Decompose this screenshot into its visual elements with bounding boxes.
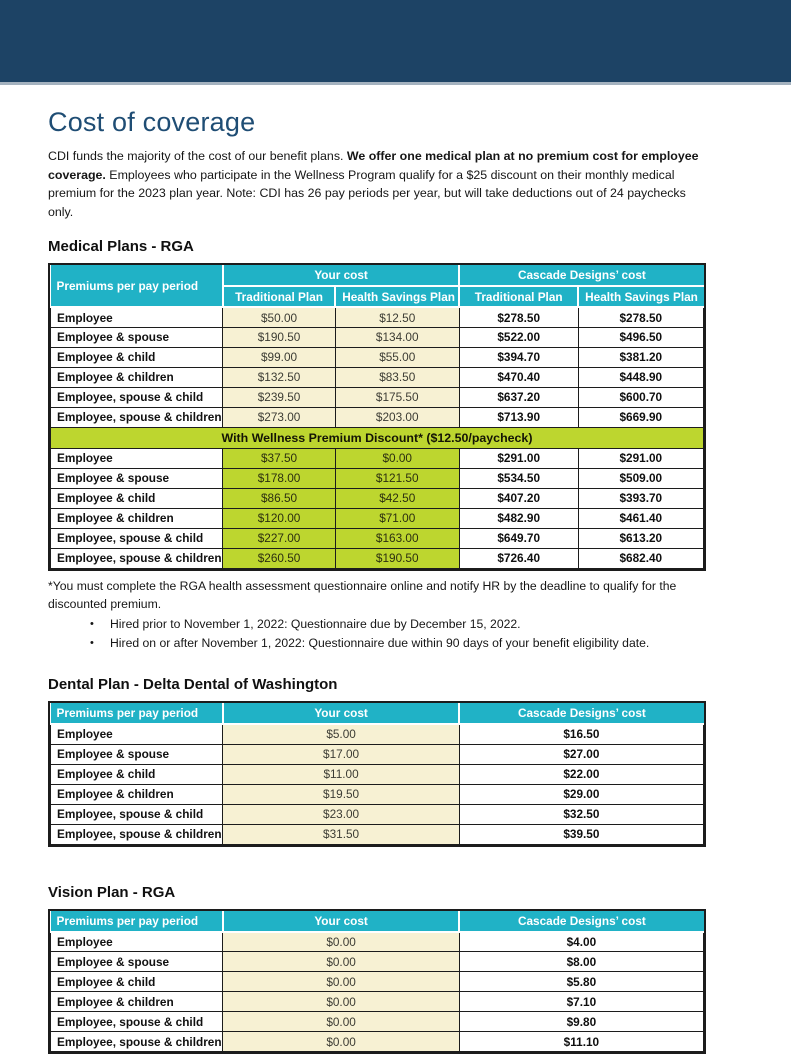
cost-cell: $23.00 bbox=[223, 804, 459, 824]
column-header-cascade-cost: Cascade Designs’ cost bbox=[459, 911, 703, 932]
table-row bbox=[51, 1032, 704, 1052]
cost-cell: $203.00 bbox=[335, 407, 459, 427]
cost-cell: $713.90 bbox=[459, 407, 578, 427]
section-heading-dental: Dental Plan - Delta Dental of Washington bbox=[48, 676, 338, 694]
table-row bbox=[51, 744, 704, 764]
column-header-hsa-your: Health Savings Plan bbox=[335, 286, 459, 307]
cost-cell: $0.00 bbox=[223, 992, 459, 1012]
intro-text-2: Employees who participate in the Wellness Program qualify for a $25 discount on their monthly medical premium for the 2023 plan year. Note: CDI has 26 pay periods per year, but will take deductions out of 24 paychecks only. bbox=[48, 167, 686, 219]
cost-cell: $0.00 bbox=[223, 932, 459, 952]
row-label: Employee, spouse & child bbox=[51, 387, 223, 407]
cost-cell: $461.40 bbox=[578, 508, 703, 528]
row-label: Employee bbox=[51, 307, 223, 327]
cost-cell: $120.00 bbox=[223, 508, 335, 528]
row-label: Employee, spouse & child bbox=[51, 1012, 223, 1032]
cost-cell: $482.90 bbox=[459, 508, 578, 528]
cost-cell: $278.50 bbox=[459, 307, 578, 327]
cost-cell: $393.70 bbox=[578, 488, 703, 508]
cost-cell: $448.90 bbox=[578, 367, 703, 387]
vision-table-body bbox=[51, 932, 704, 1052]
cost-cell: $178.00 bbox=[223, 468, 335, 488]
cost-cell: $11.00 bbox=[223, 764, 459, 784]
cost-cell: $55.00 bbox=[335, 347, 459, 367]
cost-cell: $12.50 bbox=[335, 307, 459, 327]
cost-cell: $470.40 bbox=[459, 367, 578, 387]
row-label: Employee, spouse & children bbox=[51, 548, 223, 568]
column-group-your-cost: Your cost bbox=[223, 265, 459, 286]
bullet-text: Hired prior to November 1, 2022: Questionnaire due by December 15, 2022. bbox=[110, 617, 521, 632]
cost-cell: $278.50 bbox=[578, 307, 703, 327]
row-label: Employee bbox=[51, 448, 223, 468]
cost-cell: $16.50 bbox=[459, 724, 703, 744]
cost-cell: $0.00 bbox=[223, 952, 459, 972]
row-label: Employee & children bbox=[51, 508, 223, 528]
table-row bbox=[51, 724, 704, 744]
row-label: Employee & spouse bbox=[51, 468, 223, 488]
cost-cell: $227.00 bbox=[223, 528, 335, 548]
cost-cell: $291.00 bbox=[578, 448, 703, 468]
vision-plan-table bbox=[50, 911, 704, 1053]
cost-cell: $99.00 bbox=[223, 347, 335, 367]
table-row bbox=[51, 327, 704, 347]
header-row bbox=[51, 703, 704, 724]
cost-cell: $239.50 bbox=[223, 387, 335, 407]
cost-cell: $29.00 bbox=[459, 784, 703, 804]
row-label: Employee & child bbox=[51, 764, 223, 784]
cost-cell: $682.40 bbox=[578, 548, 703, 568]
cost-cell: $273.00 bbox=[223, 407, 335, 427]
column-group-cascade-cost: Cascade Designs’ cost bbox=[459, 265, 703, 286]
bullet-icon: • bbox=[90, 637, 94, 650]
table-row bbox=[51, 548, 704, 568]
table-row bbox=[51, 528, 704, 548]
cost-cell: $637.20 bbox=[459, 387, 578, 407]
wellness-banner-row bbox=[51, 427, 704, 448]
table-row bbox=[51, 508, 704, 528]
cost-cell: $71.00 bbox=[335, 508, 459, 528]
intro-text-bold: We offer one medical plan at no premium cost for employee coverage. bbox=[48, 149, 699, 182]
table-row bbox=[51, 804, 704, 824]
column-header-premiums: Premiums per pay period bbox=[51, 265, 223, 307]
table-row bbox=[51, 468, 704, 488]
cost-cell: $190.50 bbox=[335, 548, 459, 568]
column-header-your-cost: Your cost bbox=[223, 703, 459, 724]
table-row bbox=[51, 448, 704, 468]
footnote-bullet bbox=[48, 615, 706, 634]
table-row bbox=[51, 1012, 704, 1032]
intro-paragraph bbox=[48, 147, 706, 221]
row-label: Employee, spouse & children bbox=[51, 407, 223, 427]
column-header-your-cost: Your cost bbox=[223, 911, 459, 932]
cost-cell: $496.50 bbox=[578, 327, 703, 347]
footnote-bullet bbox=[48, 634, 706, 653]
table-row bbox=[51, 488, 704, 508]
table-row bbox=[51, 764, 704, 784]
cost-cell: $0.00 bbox=[223, 1032, 459, 1052]
header-band bbox=[0, 0, 791, 85]
cost-cell: $522.00 bbox=[459, 327, 578, 347]
cost-cell: $534.50 bbox=[459, 468, 578, 488]
cost-cell: $260.50 bbox=[223, 548, 335, 568]
row-label: Employee bbox=[51, 932, 223, 952]
cost-cell: $17.00 bbox=[223, 744, 459, 764]
cost-cell: $394.70 bbox=[459, 347, 578, 367]
cost-cell: $190.50 bbox=[223, 327, 335, 347]
wellness-discount-banner: With Wellness Premium Discount* ($12.50/paycheck) bbox=[51, 427, 704, 448]
cost-cell: $613.20 bbox=[578, 528, 703, 548]
cost-cell: $407.20 bbox=[459, 488, 578, 508]
cost-cell: $0.00 bbox=[223, 972, 459, 992]
wellness-footnote: *You must complete the RGA health assessment questionnaire online and notify HR by the deadline to qualify for the discounted premium. bbox=[48, 578, 677, 611]
table-row bbox=[51, 824, 704, 844]
row-label: Employee & child bbox=[51, 347, 223, 367]
table-row bbox=[51, 952, 704, 972]
row-label: Employee & spouse bbox=[51, 327, 223, 347]
row-label: Employee, spouse & child bbox=[51, 804, 223, 824]
cost-cell: $31.50 bbox=[223, 824, 459, 844]
row-label: Employee & child bbox=[51, 488, 223, 508]
cost-cell: $669.90 bbox=[578, 407, 703, 427]
cost-cell: $5.80 bbox=[459, 972, 703, 992]
cost-cell: $4.00 bbox=[459, 932, 703, 952]
bullet-text: Hired on or after November 1, 2022: Questionnaire due within 90 days of your benefit eligibility date. bbox=[110, 636, 650, 651]
section-heading-medical: Medical Plans - RGA bbox=[48, 238, 194, 256]
table-row bbox=[51, 784, 704, 804]
table-row bbox=[51, 387, 704, 407]
cost-cell: $649.70 bbox=[459, 528, 578, 548]
cost-cell: $50.00 bbox=[223, 307, 335, 327]
vision-plan-table-wrap bbox=[48, 909, 706, 1054]
cost-cell: $86.50 bbox=[223, 488, 335, 508]
row-label: Employee & spouse bbox=[51, 952, 223, 972]
section-heading-vision: Vision Plan - RGA bbox=[48, 883, 176, 901]
cost-cell: $83.50 bbox=[335, 367, 459, 387]
row-label: Employee, spouse & children bbox=[51, 1032, 223, 1052]
table-row bbox=[51, 992, 704, 1012]
row-label: Employee & spouse bbox=[51, 744, 223, 764]
cost-cell: $163.00 bbox=[335, 528, 459, 548]
row-label: Employee & child bbox=[51, 972, 223, 992]
column-header-cascade-cost: Cascade Designs’ cost bbox=[459, 703, 703, 724]
row-label: Employee, spouse & children bbox=[51, 824, 223, 844]
row-label: Employee, spouse & child bbox=[51, 528, 223, 548]
cost-cell: $132.50 bbox=[223, 367, 335, 387]
cost-cell: $8.00 bbox=[459, 952, 703, 972]
medical-plans-table bbox=[50, 265, 704, 569]
table-row bbox=[51, 932, 704, 952]
dental-plan-table-wrap bbox=[48, 701, 706, 847]
cost-cell: $37.50 bbox=[223, 448, 335, 468]
table-row bbox=[51, 367, 704, 387]
bullet-icon: • bbox=[90, 618, 94, 631]
column-header-hsa-cascade: Health Savings Plan bbox=[578, 286, 703, 307]
header-row bbox=[51, 911, 704, 932]
cost-cell: $0.00 bbox=[223, 1012, 459, 1032]
page-content bbox=[0, 85, 791, 1054]
cost-cell: $32.50 bbox=[459, 804, 703, 824]
row-label: Employee & children bbox=[51, 367, 223, 387]
table-row bbox=[51, 347, 704, 367]
cost-cell: $22.00 bbox=[459, 764, 703, 784]
cost-cell: $175.50 bbox=[335, 387, 459, 407]
cost-cell: $381.20 bbox=[578, 347, 703, 367]
cost-cell: $726.40 bbox=[459, 548, 578, 568]
footnote-bullets bbox=[48, 615, 706, 653]
table-row bbox=[51, 407, 704, 427]
cost-cell: $19.50 bbox=[223, 784, 459, 804]
cost-cell: $42.50 bbox=[335, 488, 459, 508]
medical-table-body bbox=[51, 307, 704, 568]
column-header-traditional-cascade: Traditional Plan bbox=[459, 286, 578, 307]
cost-cell: $291.00 bbox=[459, 448, 578, 468]
dental-table-body bbox=[51, 724, 704, 844]
page-title: Cost of coverage bbox=[48, 107, 256, 137]
table-row bbox=[51, 307, 704, 327]
table-row bbox=[51, 972, 704, 992]
intro-text-1: CDI funds the majority of the cost of our benefit plans. bbox=[48, 149, 347, 163]
cost-cell: $39.50 bbox=[459, 824, 703, 844]
cost-cell: $9.80 bbox=[459, 1012, 703, 1032]
medical-plans-table-wrap bbox=[48, 263, 706, 571]
column-header-premiums: Premiums per pay period bbox=[51, 703, 223, 724]
row-label: Employee bbox=[51, 724, 223, 744]
column-header-traditional-your: Traditional Plan bbox=[223, 286, 335, 307]
cost-cell: $121.50 bbox=[335, 468, 459, 488]
row-label: Employee & children bbox=[51, 784, 223, 804]
cost-cell: $11.10 bbox=[459, 1032, 703, 1052]
row-label: Employee & children bbox=[51, 992, 223, 1012]
cost-cell: $27.00 bbox=[459, 744, 703, 764]
column-header-premiums: Premiums per pay period bbox=[51, 911, 223, 932]
header-group-row bbox=[51, 265, 704, 286]
cost-cell: $600.70 bbox=[578, 387, 703, 407]
cost-cell: $5.00 bbox=[223, 724, 459, 744]
cost-cell: $134.00 bbox=[335, 327, 459, 347]
dental-plan-table bbox=[50, 703, 704, 845]
cost-cell: $0.00 bbox=[335, 448, 459, 468]
cost-cell: $509.00 bbox=[578, 468, 703, 488]
cost-cell: $7.10 bbox=[459, 992, 703, 1012]
